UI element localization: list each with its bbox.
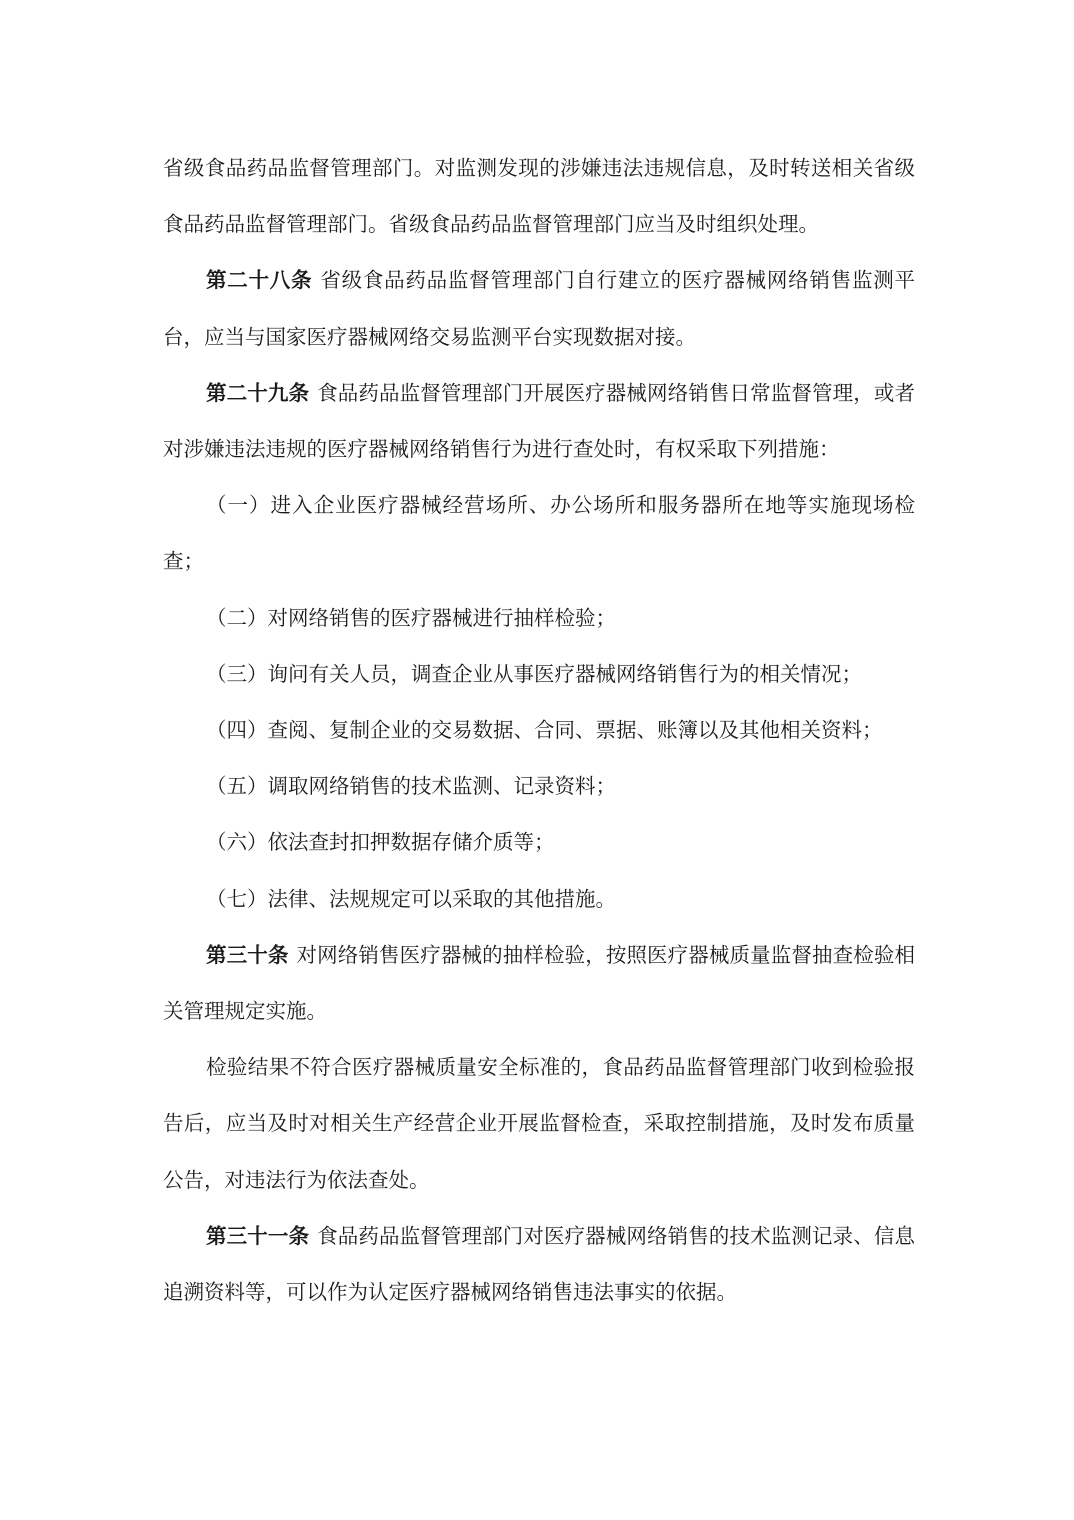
list-item-4 — [163, 702, 915, 758]
paragraph-text: 省级食品药品监督管理部门。对监测发现的涉嫌违法违规信息，及时转送相关省级食品药品监督管理部门。省级食品药品监督管理部门应当及时组织处理。 — [163, 156, 915, 237]
list-item-6 — [163, 814, 915, 870]
article-heading: 第三十条 — [206, 942, 289, 967]
article-heading: 第二十九条 — [206, 380, 310, 405]
paragraph-text: （六）依法查封扣押数据存储介质等； — [206, 830, 555, 855]
paragraph-text: 省级食品药品监督管理部门自行建立的医疗器械网络销售监测平台，应当与国家医疗器械网络交易监测平台实现数据对接。 — [163, 268, 915, 349]
list-item-7 — [163, 871, 915, 927]
article-29 — [163, 365, 915, 477]
article-heading: 第二十八条 — [206, 268, 313, 293]
paragraph-text: 检验结果不符合医疗器械质量安全标准的，食品药品监督管理部门收到检验报告后，应当及时对相关生产经营企业开展监督检查，采取控制措施，及时发布质量公告，对违法行为依法查处。 — [163, 1055, 915, 1192]
document-body — [163, 140, 915, 1320]
article-30 — [163, 927, 915, 1039]
article-28 — [163, 252, 915, 364]
paragraph-text: 对网络销售医疗器械的抽样检验，按照医疗器械质量监督抽查检验相关管理规定实施。 — [163, 942, 916, 1024]
paragraph-text: 食品药品监督管理部门对医疗器械网络销售的技术监测记录、信息追溯资料等，可以作为认定医疗器械网络销售违法事实的依据。 — [163, 1223, 916, 1305]
article-31 — [163, 1208, 915, 1320]
list-item-1 — [163, 477, 915, 589]
paragraph-text: （一）进入企业医疗器械经营场所、办公场所和服务器所在地等实施现场检查； — [163, 493, 915, 574]
list-item-3 — [163, 646, 915, 702]
paragraph-text: （四）查阅、复制企业的交易数据、合同、票据、账簿以及其他相关资料； — [206, 718, 883, 743]
paragraph-text: 食品药品监督管理部门开展医疗器械网络销售日常监督管理，或者对涉嫌违法违规的医疗器械网络销售行为进行查处时，有权采取下列措施： — [163, 380, 916, 462]
paragraph-text: （五）调取网络销售的技术监测、记录资料； — [206, 774, 616, 799]
paragraph-inspection-result — [163, 1039, 915, 1208]
list-item-2 — [163, 590, 915, 646]
paragraph-text: （二）对网络销售的医疗器械进行抽样检验； — [206, 605, 616, 630]
list-item-5 — [163, 758, 915, 814]
paragraph-continued — [163, 140, 915, 252]
article-heading: 第三十一条 — [206, 1223, 310, 1248]
paragraph-text: （三）询问有关人员，调查企业从事医疗器械网络销售行为的相关情况； — [206, 661, 862, 686]
paragraph-text: （七）法律、法规规定可以采取的其他措施。 — [206, 886, 616, 911]
